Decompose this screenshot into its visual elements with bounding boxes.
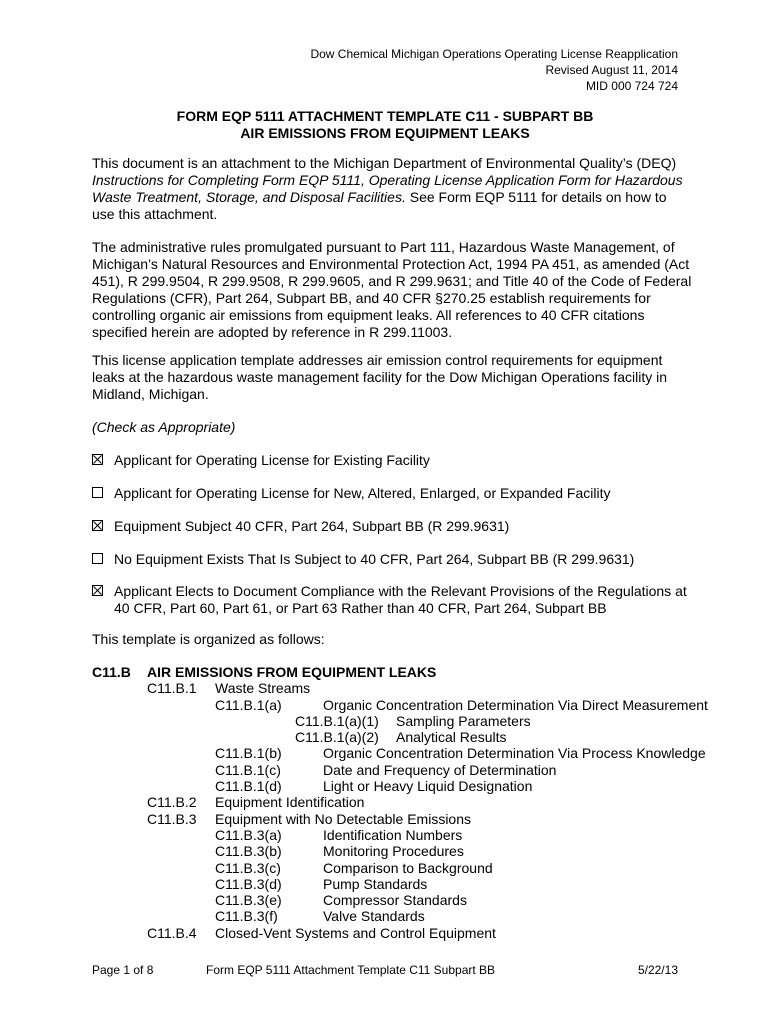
toc-entry	[92, 713, 692, 729]
toc-code: C11.B.1(b)	[215, 745, 282, 762]
empty-checkbox-icon[interactable]	[92, 553, 103, 564]
header-line-2: Revised August 11, 2014	[545, 63, 678, 77]
checkbox-item	[92, 518, 692, 535]
toc-entry	[92, 794, 692, 810]
toc-title: Closed-Vent Systems and Control Equipment	[215, 924, 496, 941]
rules-paragraph: The administrative rules promulgated pursuant to Part 111, Hazardous Waste Management, of Michigan’s Natural Resources and Environmental Protection Act, 1994 PA 451, as amended (Act 451), R 299.9504, R 299.9508, R 299.9605, and R 299.9631; and Title 40 of the Code of Federal Regulations (CFR), Part 264, Subpart BB, and 40 CFR §270.25 establish requirements for controlling organic air emissions from equipment leaks. All references to 40 CFR citations specified herein are adopted by reference in R 299.11003.	[92, 239, 692, 340]
toc-code: C11.B.3(f)	[215, 908, 278, 925]
intro-text-2: See Form EQP 5111 for details on how to use this attachment.	[92, 189, 667, 222]
intro-italic-title: Instructions for Completing Form EQP 5111, Operating License Application Form for Hazardous Waste Treatment, Storage, and Disposal Facilities.	[92, 172, 683, 205]
toc-entry	[92, 811, 692, 827]
toc-title: Date and Frequency of Determination	[323, 761, 557, 778]
toc-title: Valve Standards	[323, 908, 425, 925]
toc-entry	[92, 925, 692, 941]
empty-checkbox-icon[interactable]	[92, 487, 103, 498]
checkbox-label: Applicant for Operating License for Existing Facility	[114, 452, 430, 468]
toc-entry	[92, 664, 692, 680]
checkbox-label: Applicant Elects to Document Compliance with the Relevant Provisions of the Regulations at 40 CFR, Part 60, Part 61, or Part 63 Rather than 40 CFR, Part 264, Subpart BB	[114, 583, 687, 616]
toc-entry	[92, 860, 692, 876]
toc-code: C11.B.1	[147, 680, 197, 697]
toc-code: C11.B.3(b)	[215, 843, 282, 860]
intro-paragraph	[92, 155, 692, 223]
checked-box-icon[interactable]	[92, 454, 103, 465]
toc-title: Monitoring Procedures	[323, 843, 464, 860]
toc-code: C11.B.3(c)	[215, 859, 281, 876]
toc-code: C11.B.1(c)	[215, 761, 281, 778]
toc-title: Light or Heavy Liquid Designation	[323, 778, 533, 795]
checkbox-item	[92, 485, 692, 502]
footer-page-number: Page 1 of 8	[92, 963, 154, 977]
toc-title: Organic Concentration Determination Via Process Knowledge	[323, 745, 706, 762]
toc-entry	[92, 843, 692, 859]
title-line-1: FORM EQP 5111 ATTACHMENT TEMPLATE C11 - SUBPART BB	[176, 108, 594, 124]
toc-code: C11.B.3(a)	[215, 826, 282, 843]
toc-entry	[92, 745, 706, 762]
toc-title: Pump Standards	[323, 875, 428, 892]
toc-title: Equipment Identification	[215, 794, 365, 811]
toc-title: Compressor Standards	[323, 892, 467, 909]
checkbox-label: No Equipment Exists That Is Subject to 40 CFR, Part 264, Subpart BB (R 299.9631)	[114, 551, 635, 567]
table-of-contents	[92, 664, 708, 941]
toc-intro: This template is organized as follows:	[92, 631, 325, 647]
check-note	[92, 419, 692, 436]
toc-entry	[92, 876, 692, 892]
toc-entry	[92, 827, 692, 843]
toc-entry	[92, 680, 692, 696]
checked-box-icon[interactable]	[92, 520, 103, 531]
toc-code: C11.B.1(a)(1)	[295, 712, 379, 729]
toc-code: C11.B.3	[147, 810, 197, 827]
toc-code: C11.B.3(e)	[215, 892, 282, 909]
title-line-2: AIR EMISSIONS FROM EQUIPMENT LEAKS	[240, 125, 530, 141]
checkbox-item	[92, 452, 692, 469]
toc-title: Comparison to Background	[323, 859, 493, 876]
toc-title: Waste Streams	[215, 680, 311, 697]
checkbox-item	[92, 583, 692, 617]
document-title	[0, 108, 770, 142]
toc-code: C11.B.1(a)	[215, 696, 282, 713]
toc-title: Sampling Parameters	[396, 712, 531, 729]
toc-entry	[92, 762, 692, 778]
toc-code: C11.B	[92, 664, 131, 680]
toc-code: C11.B.4	[147, 924, 197, 941]
toc-title: AIR EMISSIONS FROM EQUIPMENT LEAKS	[147, 664, 437, 680]
footer-date: 5/22/13	[637, 963, 678, 977]
toc-entry	[92, 778, 692, 794]
toc-title: Organic Concentration Determination Via Direct Measurement	[323, 696, 708, 713]
toc-code: C11.B.1(d)	[215, 778, 282, 795]
toc-title: Equipment with No Detectable Emissions	[215, 810, 472, 827]
checkbox-label: Equipment Subject 40 CFR, Part 264, Subpart BB (R 299.9631)	[114, 518, 510, 534]
checked-box-icon[interactable]	[92, 585, 103, 596]
toc-title: Analytical Results	[396, 729, 507, 746]
toc-code: C11.B.2	[147, 794, 197, 811]
header-line-3: MID 000 724 724	[585, 79, 678, 93]
toc-entry	[92, 908, 692, 924]
footer-form-name: Form EQP 5111 Attachment Template C11 Subpart BB	[206, 963, 496, 977]
toc-code: C11.B.3(d)	[215, 875, 282, 892]
intro-text-1: This document is an attachment to the Michigan Department of Environmental Quality’s (DEQ)	[92, 155, 677, 171]
check-note-text: (Check as Appropriate)	[92, 419, 236, 435]
checkbox-label: Applicant for Operating License for New, Altered, Enlarged, or Expanded Facility	[114, 485, 611, 501]
scope-paragraph: This license application template addresses air emission control requirements for equipment leaks at the hazardous waste management facility for the Dow Michigan Operations facility in Midland, Michigan.	[92, 352, 668, 402]
toc-title: Identification Numbers	[323, 826, 463, 843]
toc-entry	[92, 729, 692, 745]
page-header	[310, 46, 678, 94]
toc-code: C11.B.1(a)(2)	[295, 729, 379, 746]
checkbox-item	[92, 551, 692, 568]
toc-entry	[92, 892, 692, 908]
toc-entry	[92, 696, 708, 713]
header-line-1: Dow Chemical Michigan Operations Operating License Reapplication	[310, 47, 678, 61]
